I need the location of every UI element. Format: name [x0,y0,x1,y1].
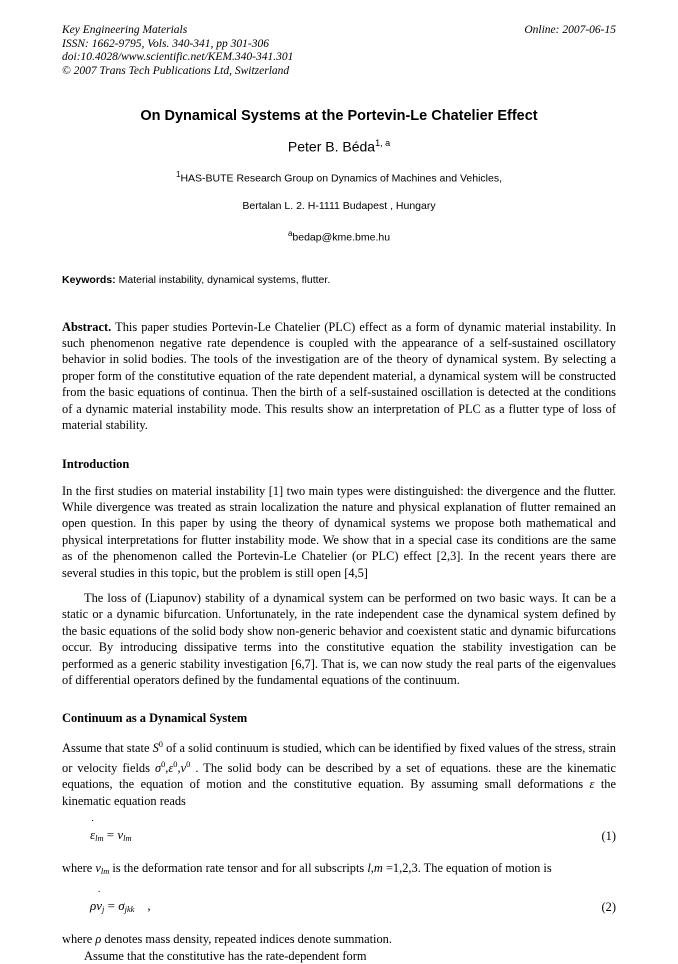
after-equation-2-text-2: Assume that the constitutive has the rate-dependent form [84,948,367,963]
affiliation-text-1: HAS-BUTE Research Group on Dynamics of Machines and Vehicles, [180,172,502,185]
author-affiliation-marker: 1, a [375,138,391,148]
keywords-label: Keywords: [62,273,116,286]
keywords-value: Material instability, dynamical systems, flutter. [118,273,331,286]
abstract-block [62,319,616,434]
after-equation-1-text: where $v_{lm}$ is the deformation rate tensor and for all subscripts l,m =1,2,3. The equation of motion is [62,861,552,876]
issn-line: ISSN: 1662-9795, Vols. 340-341, pp 301-306 [62,37,269,50]
affiliation-marker: 1 [175,169,181,179]
copyright-line: © 2007 Trans Tech Publications Ltd, Switzerland [62,64,290,77]
section-heading-continuum: Continuum as a Dynamical System [62,711,248,726]
equation-2-row [62,898,616,920]
keywords-line [62,274,616,286]
equation-2-body: ρ $v_j = \sigma_{jkk}$ , [90,898,151,915]
introduction-paragraph-1: In the first studies on material instability [1] two main types were distinguished: the divergence and the flutter. While divergence was treated as strain localization the nature and physical explanation of flutter remained an open question. In this paper by using the theory of dynamical systems we propose both mathematical and physical interpretations for flutter instability mode. We show that in a special case its conditions are the same as of the phenomenon called the Portevin-Le Chatelier (or PLC) effect [2,3]. In the recent years there are several studies in this topic, but the problem is still open [4,5] [62,483,616,580]
affiliation-line-2: Bertalan L. 2. H-1111 Budapest , Hungary [242,200,436,213]
equation-1-body: $\varepsilon_{lm} = v_{lm}$ [90,827,132,843]
introduction-paragraph-2: The loss of (Liapunov) stability of a dynamical system can be performed on two basic ways. It can be a static or a dynamic bifurcation. Unfortunately, in the rate independent case the dynamical system defined by the basic equations of the solid body show non-generic behavior and coexistent static and dynamic bifurcations occur. By introducing dissipative terms into the constitutive equation the stability investigation can be performed as a generic stability investigation [6,7]. That is, we can now study the real parts of the eigenvalues of differential operators defined by the fundamental equations of the continuum. [62,590,616,687]
affiliation-line-1 [62,170,616,185]
equation-1-row [62,827,616,849]
online-date: Online: 2007-06-15 [524,24,616,36]
author-email [62,229,616,244]
equation-2-number: (2) [601,900,616,915]
equation-1-number: (1) [601,829,616,843]
continuum-paragraph-1: Assume that state $S^0$ of a solid continuum is studied, which can be identified by fixed values of the stress, strain or velocity fields $\sigma^0,\varepsilon^0,v^0$ . The solid body can be described by a set of equations. these are the kinematic equations, the equation of motion and the constitutive equation. By assuming small deformations ε the kinematic equation reads [62,740,616,808]
journal-name: Key Engineering Materials [62,24,188,36]
after-equation-2-text-1: where ρ denotes mass density, repeated indices denote summation. [62,932,392,947]
page-title: On Dynamical Systems at the Portevin-Le Chatelier Effect [140,108,538,124]
abstract-label: Abstract. [62,319,112,334]
author-name-text: Peter B. Béda [287,138,376,155]
doi-line: doi:10.4028/www.scientific.net/KEM.340-341.301 [62,51,294,63]
abstract-text: This paper studies Portevin-Le Chatelier (PLC) effect as a form of dynamic material instability. In such phenomenon negative rate dependence is coupled with the appearance of a self-sustained oscillatory behavior in solid bodies. The tools of the investigation are of the theory of dynamical system. By selecting a proper form of the constitutive equation of the rate dependent material, a dynamical system will be constructed from the basic equations of continua. Then the birth of a self-sustained oscillation is detected at the conditions of a dynamic material instability mode. This results show an interpretation of PLC as a flutter type of loss of material stability. [62,319,616,433]
section-heading-introduction: Introduction [62,456,130,471]
email-marker: a [287,229,293,239]
page-header [62,24,616,78]
author-name [62,138,616,155]
email-address: bedap@kme.bme.hu [292,231,391,244]
